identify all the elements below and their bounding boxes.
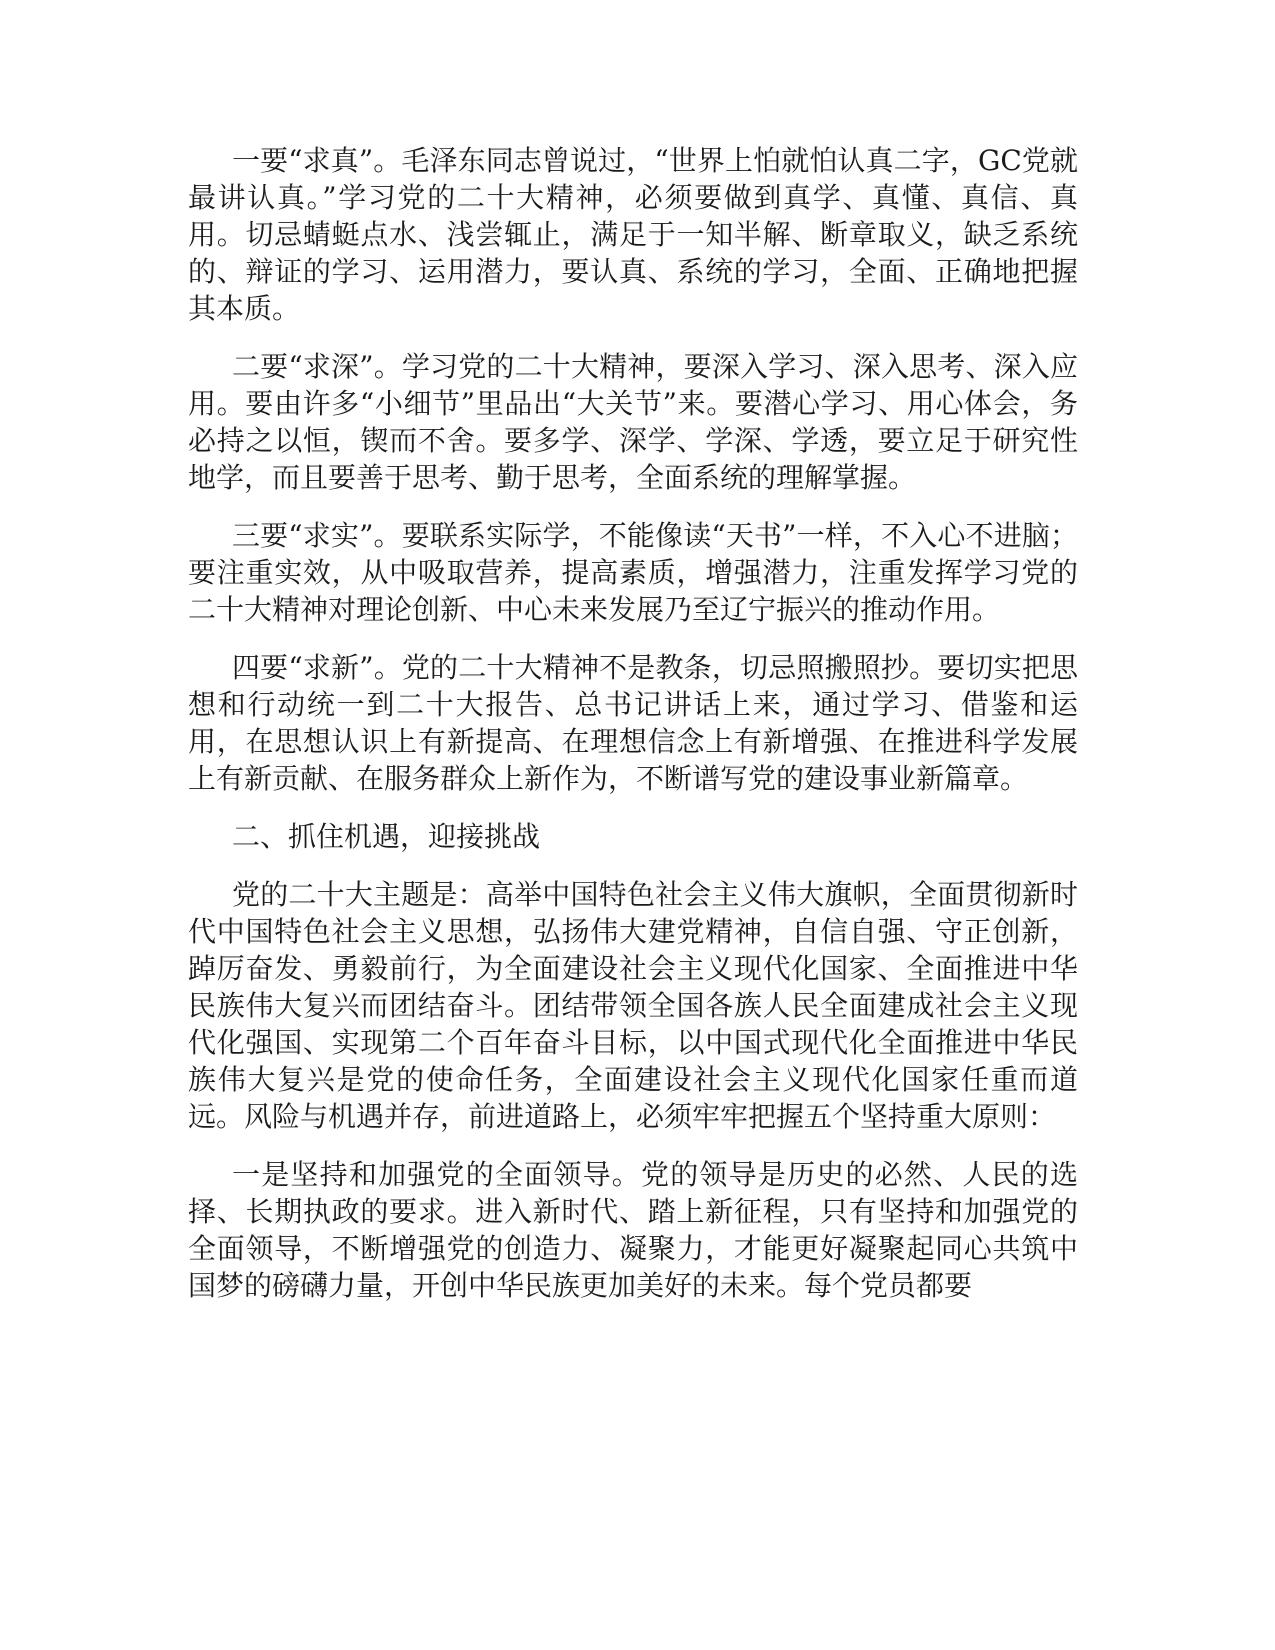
- paragraph-seek-innovation: 四要“求新”。党的二十大精神不是教条，切忌照搬照抄。要切实把思想和行动统一到二十大报告、总书记讲话上来，通过学习、借鉴和运用，在思想认识上有新提高、在理想信念上有新增强、在推进科学发展上有新贡献、在服务群众上新作为，不断谱写党的建设事业新篇章。: [188, 651, 1078, 795]
- paragraph-seek-truth: 一要“求真”。毛泽东同志曾说过，“世界上怕就怕认真二字，GC党就最讲认真。”学习党的二十大精神，必须要做到真学、真懂、真信、真用。切忌蜻蜓点水、浅尝辄止，满足于一知半解、断章取义，缺乏系统的、辩证的学习、运用潜力，要认真、系统的学习，全面、正确地把握其本质。: [188, 144, 1078, 325]
- paragraph-party-leadership: 一是坚持和加强党的全面领导。党的领导是历史的必然、人民的选择、长期执政的要求。进入新时代、踏上新征程，只有坚持和加强党的全面领导，不断增强党的创造力、凝聚力，才能更好凝聚起同心共筑中国梦的磅礴力量，开创中华民族更加美好的未来。每个党员都要: [188, 1158, 1078, 1302]
- paragraph-seek-reality: 三要“求实”。要联系实际学，不能像读“天书”一样，不入心不进脑；要注重实效，从中吸取营养，提高素质，增强潜力，注重发挥学习党的二十大精神对理论创新、中心未来发展乃至辽宁振兴的推动作用。: [188, 519, 1078, 626]
- section-heading: 二、抓住机遇，迎接挑战: [232, 820, 541, 853]
- paragraph-seek-depth: 二要“求深”。学习党的二十大精神，要深入学习、深入思考、深入应用。要由许多“小细节”里品出“大关节”来。要潜心学习、用心体会，务必持之以恒，锲而不舍。要多学、深学、学深、学透，要立足于研究性地学，而且要善于思考、勤于思考，全面系统的理解掌握。: [188, 350, 1078, 494]
- document-page: [188, 142, 1078, 1325]
- paragraph-congress-theme: 党的二十大主题是：高举中国特色社会主义伟大旗帜，全面贯彻新时代中国特色社会主义思想，弘扬伟大建党精神，自信自强、守正创新，踔厉奋发、勇毅前行，为全面建设社会主义现代化国家、全面推进中华民族伟大复兴而团结奋斗。团结带领全国各族人民全面建成社会主义现代化强国、实现第二个百年奋斗目标，以中国式现代化全面推进中华民族伟大复兴是党的使命任务，全面建设社会主义现代化国家任重而道远。风险与机遇并存，前进道路上，必须牢牢把握五个坚持重大原则：: [188, 878, 1078, 1133]
